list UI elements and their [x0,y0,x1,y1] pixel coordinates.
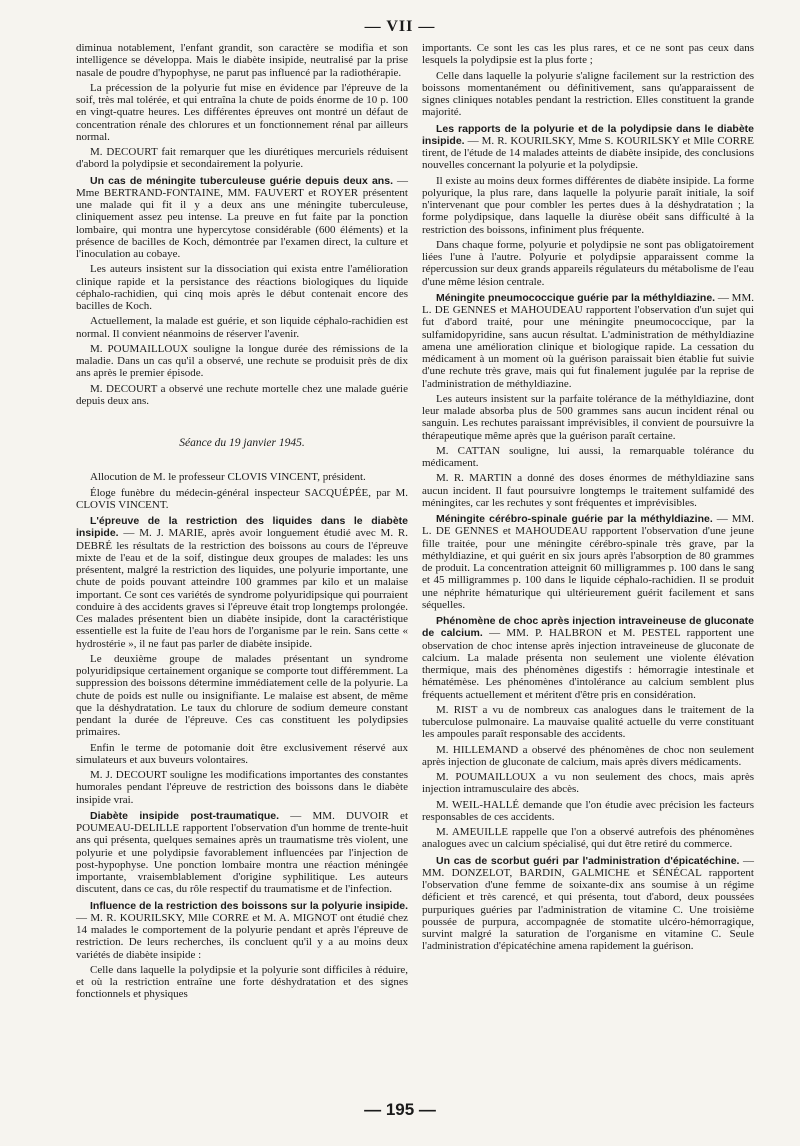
paragraph: Dans chaque forme, polyurie et polydipsie ne sont pas obligatoirement liées l'une à l'autre. Polyurie et polydipsie apparaissent comme la répercussion sur deux grands appareils régulateurs du métabolisme de l'eau d'une même lésion centrale. [422,238,754,288]
section-body: — M. J. MARIE, après avoir longuement étudié avec M. R. DEBRÉ les résultats de la restriction des boissons au cours de l'épreuve mixte de l'eau et de la soif, distingue deux groupes de malades: les uns présentent, malgré la restriction des liquides, une polyurie importante, une chute de poids pouvant atteindre 100 grammes par kilo et un malaise important. Ce sont ces variétés de syndrome polyuridipsique qui pourraient conduire à des accidents graves si l'épreuve était trop longtemps prolongée. Ces malades présentent bien un diabète insipide, dont la caractéristique essentielle est la fuite de l'eau hors de l'organisme par le rein. Sans cette « hydrostérie », il ne faut pas parler de diabète insipide. [76,527,408,650]
paragraph: M. POUMAILLOUX a vu non seulement des chocs, mais après injection intramusculaire des abcès. [422,771,754,796]
paragraph: M. DECOURT fait remarquer que les diurétiques mercuriels réduisent d'abord la polydipsie et secondairement la polyurie. [76,146,408,171]
left-column [76,42,408,1004]
section-body: — MM. L. DE GENNES et MAHOUDEAU rapportent l'observation d'une jeune fille traitée, pour une méningite cérébro-spinale très grave, par la méthyldiazine, et qui guérit en six jours après l'absorption de 80 grammes de produit. La concentration atteignit 60 milligrammes p. 100 dans le sang et 45 milligrammes p. 100 dans le liquide céphalo-rachidien. Il se produit une néphrite hématurique qui ultérieurement guérit facilement et sans séquelles. [422,513,755,611]
paragraph: diminua notablement, l'enfant grandit, son caractère se modifia et son intelligence se développa. Mais le diabète insipide, neutralisé par la prise nasale de poudre d'hypophyse, ne parut pas influencé par la radiothérapie. [76,42,408,79]
section-scorbut [422,855,754,953]
paragraph: M. DECOURT a observé une rechute mortelle chez une malade guérie depuis deux ans. [76,382,408,407]
section-restriction-liquides [76,515,408,806]
paragraph: Celle dans laquelle la polyurie s'aligne facilement sur la restriction des boissons momentanément ou définitivement, sans qu'apparaissent de signes cliniques notables pendant la restriction. Elles constituent la grande majorité. [422,69,754,119]
paragraph: Les auteurs insistent sur la parfaite tolérance de la méthyldiazine, dont leur malade absorba plus de 500 grammes sans aucun incident rénal ou sanguin. Les rechutes paraissant imprévisibles, il convient de poursuivre la thérapeutique même après que la guérison paraît certaine. [422,392,754,442]
paragraph: M. J. DECOURT souligne les modifications importantes des constantes humorales pendant l'épreuve de restriction des boissons dans le diabète insipide vrai. [76,769,408,806]
section-body: — Mme BERTRAND-FONTAINE, MM. FAUVERT et ROYER présentent une malade qui fit il y a deux ans une méningite tuberculeuse, cliniquement assez peu intense. La preuve en fut faite par la ponction lombaire, qui montra une hypercytose considérable (600 éléments) et la présence de bacilles de Koch, démontrée par l'examen direct, la culture et l'inoculation au cobaye. [76,174,408,260]
section-body: — MM. DUVOIR et POUMEAU-DELILLE rapportent l'observation d'un homme de trente-huit ans qui présenta, quelques semaines après un traumatisme très violent, une polyurie et une polydipsie favorablement influencées par l'injection de post-hypophyse. Une ponction lombaire montra une réaction méningée importante, vraisemblablement d'origine syphilitique. Les auteurs discutent, dans ce cas, du rôle respectif du traumatisme et de l'infection. [76,809,408,896]
section-title: Les rapports de la polyurie et de la polydipsie dans le diabète insipide. [422,122,754,147]
paragraph: Il existe au moins deux formes différentes de diabète insipide. La forme polyurique, la plus rare, dans laquelle la polyurie paraît initiale, la soif n'intervenant que pour combler les pertes dues à la déshydratation ; la forme polydipsique, dans laquelle la diurèse obéit sans difficulté à la restriction des boissons, infiniment plus fréquente. [422,174,754,236]
paragraph: M. WEIL-HALLÉ demande que l'on étudie avec précision les facteurs responsables de ces accidents. [422,798,754,823]
paragraph: Actuellement, la malade est guérie, et son liquide céphalo-rachidien est normal. Il convient néanmoins de réserver l'avenir. [76,315,408,340]
paragraph: M. HILLEMAND a observé des phénomènes de choc non seulement après injection de gluconate de calcium, mais après divers médicaments. [422,743,754,768]
section-title: Influence de la restriction des boissons sur la polyurie insipide. [90,899,408,912]
section-influence-restriction [76,900,408,1001]
section-diabete-post-traumatique [76,810,408,896]
paragraph: M. R. MARTIN a donné des doses énormes de méthyldiazine sans aucun incident. Il faut poursuivre longtemps le traitement sulfamidé des méningites, car les rechutes y sont fréquentes et imprévisibles. [422,472,754,509]
section-title: L'épreuve de la restriction des liquides dans le diabète insipide. [76,515,408,540]
paragraph: Les auteurs insistent sur la dissociation qui exista entre l'amélioration clinique rapide et la persistance des réactions biologiques du liquide céphalo-rachidien, qui cinq mois après le début contenait encore des bacilles de Koch. [76,263,408,312]
allocution-line: Allocution de M. le professeur CLOVIS VINCENT, président. [90,471,366,484]
paragraph: importants. Ce sont les cas les plus rares, et ce ne sont pas ceux dans lesquels la polydipsie est la plus forte ; [422,42,754,67]
section-choc-gluconate [422,615,754,851]
section-body: — MM. P. HALBRON et M. PESTEL rapportent une observation de choc intense après injection intraveineuse de gluconate de calcium. La malade présenta non seulement une violente élévation thermique, mais des phénomènes digestifs : hémorragie intestinale et hématémèse. Les phénomènes d'intolérance au calcium semblent plus fréquents actuellement et méritent d'être pris en considération. [422,627,754,701]
page-header-roman: — VII — [364,18,436,35]
section-body: — MM. DONZELOT, BARDIN, GALMICHE et SÉNÉCAL rapportent l'observation d'une femme de soixante-dix ans soumise à un régime déficient et très carencé, et qui présenta, tout d'abord, deux poussées purpuriques guéries par l'administration de vitamine C. Une troisième poussée de purpura, accompagnée de stomatite ulcéro-hémorragique, survint malgré la saturation de l'organisme en vitamine C. Seule l'administration d'épicatéchine amena rapidement la guérison. [422,854,754,953]
paragraph: Le deuxième groupe de malades présentant un syndrome polyuridipsique certainement organique se comporte tout différemment. La suppression des boissons détermine immédiatement celle de la polyurie. La chute de poids est nulle ou insignifiante. Le malaise est absent, de même que la déshydratation. Le taux du chlorure de sodium demeure constant pendant la durée de l'épreuve. Ces cas constituent les polydipsies primaires. [76,652,408,739]
section-title: Méningite pneumococcique guérie par la méthyldiazine. [436,291,716,304]
section-body: — MM. L. DE GENNES et MAHOUDEAU rapportent l'observation d'un sujet qui fut d'abord traité, pour une méningite pneumococcique, par la sulfamidopyridine, sans aucun résultat. L'administration de méthyldiazine amena une amélioration clinique et biologique rapide. La cessation du médicament à un moment où la guérison paraissait bien établie fut suivie d'une rechute très grave, mais qui fut finalement jugulée par la reprise de l'administration de méthyldiazine. [422,291,754,390]
right-column [422,42,754,956]
eloge-line: Éloge funèbre du médecin-général inspecteur SACQUÉPÉE, par M. CLOVIS VINCENT. [76,486,408,511]
section-meningite-tuberculeuse [76,175,408,408]
section-title: Phénomène de choc après injection intraveineuse de gluconate de calcium. [422,615,754,640]
session-date-heading: Séance du 19 janvier 1945. [179,437,305,449]
paragraph: M. AMEUILLE rappelle que l'on a observé autrefois des phénomènes analogues avec un calcium spécialisé, qui dut être retiré du commerce. [422,826,754,851]
section-title: Diabète insipide post-traumatique. [90,809,280,822]
section-body: — M. R. KOURILSKY, Mme S. KOURILSKY et Mlle CORRE tirent, de l'étude de 14 malades atteints de diabète insipide, des conclusions nouvelles concernant la polyurie et la polydipsie. [422,134,754,172]
paragraph: M. RIST a vu de nombreux cas analogues dans le traitement de la tuberculose pulmonaire. La mauvaise qualité actuelle du verre constituant les ampoules paraît responsable des accidents. [422,703,754,741]
section-title: Un cas de méningite tuberculeuse guérie depuis deux ans. [90,174,393,187]
section-title: Un cas de scorbut guéri par l'administration d'épicatéchine. [436,854,740,867]
section-meningite-cerebro-spinale [422,513,754,611]
page-number: — 195 — [364,1100,436,1119]
paragraph: M. CATTAN souligne, lui aussi, la remarquable tolérance du médicament. [422,444,754,469]
paragraph: Celle dans laquelle la polydipsie et la polyurie sont difficiles à réduire, et où la restriction entraîne une forte déshydratation et des signes fonctionnels et physiques [76,963,408,1001]
paragraph: M. POUMAILLOUX souligne la longue durée des rémissions de la maladie. Dans un cas qu'il a observé, une rechute se produisit près de dix ans après le premier épisode. [76,342,408,380]
paragraph: La précession de la polyurie fut mise en évidence par l'épreuve de la soif, très mal tolérée, et qui entraîna la chute de poids énorme de 10 p. 100 en vingt-quatre heures. Les différentes épreuves ont montré un défaut de concentration rénale des chlorures et un fonctionnement rénal par ailleurs normal. [76,81,408,143]
section-rapports-polyurie [422,123,754,288]
section-title: Méningite cérébro-spinale guérie par la méthyldiazine. [436,513,713,525]
section-body: — M. R. KOURILSKY, Mlle CORRE et M. A. MIGNOT ont étudié chez 14 malades le comportement de la polyurie pendant et après l'épreuve de restriction. De leurs recherches, ils concluent qu'il y a au moins deux variétés de diabète insipide : [76,911,408,961]
paragraph: Enfin le terme de potomanie doit être exclusivement réservé aux simulateurs et aux buveurs volontaires. [76,741,408,766]
section-meningite-pneumococcique [422,292,754,509]
